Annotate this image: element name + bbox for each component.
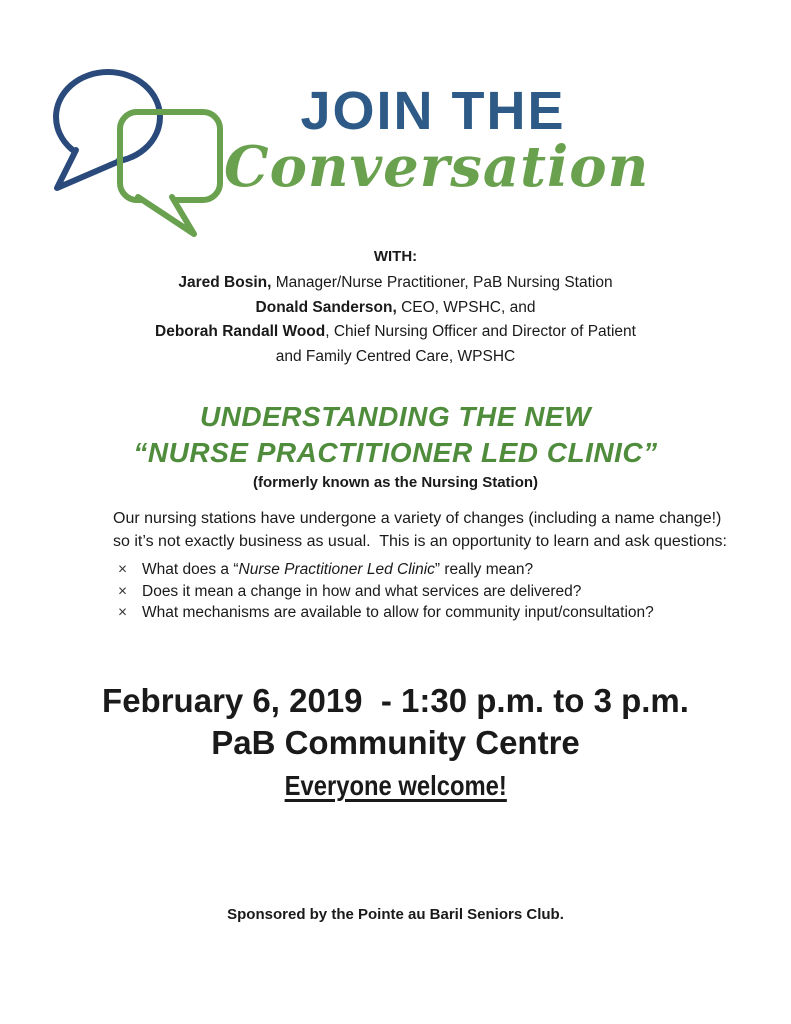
speaker-role: Manager/Nurse Practitioner, PaB Nursing Station [271, 274, 613, 291]
intro-paragraph-line1: Our nursing stations have undergone a variety of changes (including a name change!) [113, 510, 722, 527]
speaker-role-continued: and Family Centred Care, WPSHC [275, 347, 516, 365]
sponsor-line: Sponsored by the Pointe au Baril Seniors Club. [227, 906, 564, 923]
speakers-list [0, 271, 791, 369]
list-item [113, 602, 693, 624]
logo-subtitle: Conversation [224, 134, 650, 200]
event-subheadline: (formerly known as the Nursing Station) [252, 474, 539, 491]
bullet-x-icon: × [118, 582, 128, 600]
speaker-role: , Chief Nursing Officer and Director of Patient [325, 323, 636, 340]
speaker-line [0, 271, 791, 296]
logo-wordmark [224, 81, 650, 200]
event-headline-line2: “NURSE PRACTITIONER LED CLINIC” [133, 437, 658, 468]
list-item [113, 581, 693, 603]
list-item [113, 559, 693, 581]
speaker-line [0, 296, 791, 321]
event-location: PaB Community Centre [211, 724, 580, 761]
speaker-line [0, 320, 791, 369]
speaker-name: Deborah Randall Wood [155, 323, 326, 340]
with-label: WITH: [373, 248, 418, 265]
event-headline [0, 399, 791, 471]
bullet-x-icon: × [118, 604, 128, 621]
speaker-name: Donald Sanderson, [255, 298, 397, 316]
speaker-role: CEO, WPSHC, and [396, 298, 536, 316]
intro-paragraph-line2: so it’s not exactly business as usual. This is an opportunity to learn and ask questions: [113, 533, 727, 550]
speaker-name: Jared Bosin, [178, 274, 272, 291]
list-item-italic-text: Nurse Practitioner Led Clinic [238, 561, 435, 578]
list-item-text: Does it mean a change in how and what services are delivered? [142, 582, 582, 600]
blue-speech-bubble-icon [56, 72, 160, 188]
event-headline-line1: UNDERSTANDING THE NEW [199, 401, 592, 432]
list-item-text: What does a “Nurse Practitioner Led Clinic” really mean? [142, 561, 534, 578]
bullet-x-icon: × [118, 561, 128, 578]
list-item-text: What mechanisms are available to allow for community input/consultation? [142, 604, 654, 621]
intro-paragraph [113, 507, 727, 553]
question-list [113, 559, 693, 624]
logo-title: JOIN THE [300, 81, 566, 141]
event-welcome: Everyone welcome! [284, 770, 507, 801]
green-speech-bubble-icon [120, 112, 220, 234]
event-datetime: February 6, 2019 - 1:30 p.m. to 3 p.m. [102, 682, 689, 719]
speech-bubbles-icon [42, 62, 242, 252]
